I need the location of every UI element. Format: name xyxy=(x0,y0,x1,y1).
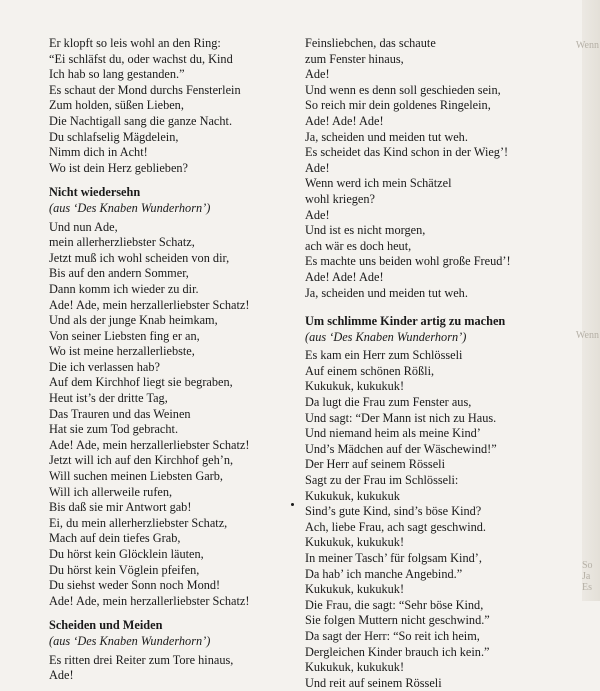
verse-line: Du hörst kein Vöglein pfeifen, xyxy=(49,562,200,577)
verse-line: Der Herr auf seinem Rösseli xyxy=(305,457,446,472)
verse-line: Ade! xyxy=(305,207,330,222)
verse-line: Sagt zu der Frau im Schlösseli: xyxy=(305,473,459,488)
verse-line: Kukukuk, kukukuk! xyxy=(305,379,405,394)
verse-line: Und ist es nicht morgen, xyxy=(305,223,426,238)
verse-line: Da lugt die Frau zum Fenster aus, xyxy=(305,395,472,410)
verse-line: “Ei schläfst du, oder wachst du, Kind xyxy=(49,51,233,66)
verse-line: Feinsliebchen, das schaute xyxy=(305,36,436,50)
song-body xyxy=(305,348,567,691)
bleed-text: Wenn xyxy=(575,330,599,341)
verse-line: Ade! xyxy=(305,160,330,175)
verse-line: Kukukuk, kukukuk! xyxy=(305,582,405,597)
verse-line: Ade! xyxy=(305,67,330,82)
song-body-continued xyxy=(305,36,567,301)
verse-line: Es scheidet das Kind schon in der Wieg’! xyxy=(305,145,509,160)
verse-line: Bis auf den andern Sommer, xyxy=(49,266,189,281)
verse-line: Wo ist meine herzallerliebste, xyxy=(49,344,195,359)
verse-line: So reich mir dein goldenes Ringelein, xyxy=(305,98,491,113)
song-source: (aus ‘Des Knaben Wunderhorn’) xyxy=(49,200,211,215)
verse-line: Ja, scheiden und meiden tut weh. xyxy=(305,285,468,300)
verse-line: Jetzt muß ich wohl scheiden von dir, xyxy=(49,250,230,265)
verse-line: Du schlafselig Mägdelein, xyxy=(49,129,179,144)
verse-line: Kukukuk, kukukuk xyxy=(305,488,400,503)
verse-line: Auf einem schönen Rößli, xyxy=(305,363,435,378)
verse-line: Du hörst kein Glöcklein läuten, xyxy=(49,547,204,561)
verse-line: Die Nachtigall sang die ganze Nacht. xyxy=(49,113,233,128)
verse-line: Du siehst weder Sonn noch Mond! xyxy=(49,578,221,593)
verse-line: Ade! Ade, mein herzallerliebster Schatz! xyxy=(49,297,250,312)
verse-line: Er klopft so leis wohl an den Ring: xyxy=(49,36,221,50)
song-source: (aus ‘Des Knaben Wunderhorn’) xyxy=(49,633,211,648)
verse-line: Kukukuk, kukukuk! xyxy=(305,660,405,675)
stanza-end xyxy=(49,36,285,176)
bleed-text: Wenn xyxy=(575,40,599,51)
verse-line: Die ich verlassen hab? xyxy=(49,359,160,374)
song-body xyxy=(49,653,285,684)
verse-line: wohl kriegen? xyxy=(305,191,375,206)
verse-line: ach wär es doch heut, xyxy=(305,238,412,253)
verse-line: Ade! Ade! Ade! xyxy=(305,113,384,128)
verse-line: Und sagt: “Der Mann ist nich zu Haus. xyxy=(305,410,497,425)
left-column xyxy=(49,36,285,684)
bullet-dot xyxy=(291,503,294,506)
verse-line: Ade! Ade! Ade! xyxy=(305,269,384,284)
verse-line: Von seiner Liebsten fing er an, xyxy=(49,328,200,343)
verse-line: Heut ist’s der dritte Tag, xyxy=(49,391,168,406)
verse-line: Da sagt der Herr: “So reit ich heim, xyxy=(305,628,480,643)
verse-line: Es schaut der Mond durchs Fensterlein xyxy=(49,82,241,97)
verse-line: Nimm dich in Acht! xyxy=(49,145,148,160)
verse-line: Ach, liebe Frau, ach sagt geschwind. xyxy=(305,519,486,534)
verse-line: Wo ist dein Herz geblieben? xyxy=(49,160,189,175)
verse-line: Ade! xyxy=(49,668,74,683)
verse-line: zum Fenster hinaus, xyxy=(305,51,404,66)
verse-line: Es ritten drei Reiter zum Tore hinaus, xyxy=(49,652,234,667)
verse-line: Zum holden, süßen Lieben, xyxy=(49,98,184,113)
verse-line: Ich hab so lang gestanden.” xyxy=(49,67,185,82)
verse-line: Sie folgen Muttern nicht geschwind.” xyxy=(305,613,490,628)
verse-line: Und’s Mädchen auf der Wäschewind!” xyxy=(305,441,497,456)
verse-line: Will suchen meinen Liebsten Garb, xyxy=(49,469,223,484)
verse-line: Ei, du mein allerherzliebster Schatz, xyxy=(49,515,228,530)
verse-line: Auf dem Kirchhof liegt sie begraben, xyxy=(49,375,233,390)
verse-line: mein allerherzliebster Schatz, xyxy=(49,235,195,250)
song-title: Nicht wiedersehn xyxy=(49,185,141,200)
song-title: Um schlimme Kinder artig zu machen xyxy=(305,314,506,329)
verse-line: Und als der junge Knab heimkam, xyxy=(49,313,218,328)
verse-line: Dann komm ich wieder zu dir. xyxy=(49,281,199,296)
verse-line: Will ich allerweile rufen, xyxy=(49,484,173,499)
verse-line: Mach auf dein tiefes Grab, xyxy=(49,531,181,546)
verse-line: Ade! Ade, mein herzallerliebster Schatz! xyxy=(49,437,250,452)
adjacent-page-edge xyxy=(575,0,600,601)
bleed-text: So Ja Es xyxy=(582,560,593,593)
verse-line: Sind’s gute Kind, sind’s böse Kind? xyxy=(305,504,482,519)
verse-line: Es kam ein Herr zum Schlösseli xyxy=(305,348,463,363)
verse-line: Kukukuk, kukukuk! xyxy=(305,535,405,550)
verse-line: Und wenn es denn soll geschieden sein, xyxy=(305,82,501,97)
verse-line: Und niemand heim als meine Kind’ xyxy=(305,426,481,441)
verse-line: Es machte uns beiden wohl große Freud’! xyxy=(305,254,511,269)
verse-line: Jetzt will ich auf den Kirchhof geh’n, xyxy=(49,453,234,468)
song-body xyxy=(49,220,285,610)
song-title: Scheiden und Meiden xyxy=(49,618,163,633)
verse-line: In meiner Tasch’ für folgsam Kind’, xyxy=(305,551,482,565)
verse-line: Und reit auf seinem Rösseli xyxy=(305,675,442,690)
song-source: (aus ‘Des Knaben Wunderhorn’) xyxy=(305,329,467,344)
verse-line: Das Trauren und das Weinen xyxy=(49,406,191,421)
verse-line: Ja, scheiden und meiden tut weh. xyxy=(305,129,468,144)
verse-line: Hat sie zum Tod gebracht. xyxy=(49,422,179,437)
verse-line: Da hab’ ich manche Angebind.” xyxy=(305,566,463,581)
right-column xyxy=(305,36,567,691)
verse-line: Und nun Ade, xyxy=(49,219,118,234)
verse-line: Ade! Ade, mein herzallerliebster Schatz! xyxy=(49,593,250,608)
verse-line: Die Frau, die sagt: “Sehr böse Kind, xyxy=(305,597,484,612)
verse-line: Bis daß sie mir Antwort gab! xyxy=(49,500,192,515)
verse-line: Wenn werd ich mein Schätzel xyxy=(305,176,452,191)
verse-line: Dergleichen Kinder brauch ich kein.” xyxy=(305,644,490,659)
